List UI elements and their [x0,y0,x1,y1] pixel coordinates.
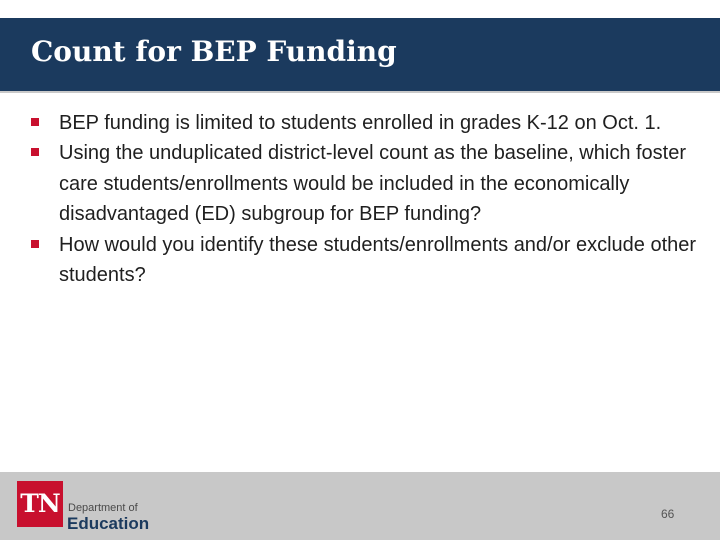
slide-title: Count for BEP Funding [31,35,397,68]
bullet-item [28,138,700,229]
logo-education-text: Education [67,514,150,533]
square-bullet-icon [31,148,39,156]
square-bullet-icon [31,118,39,126]
bullet-item [28,230,700,291]
bullet-text: How would you identify these students/enrollments and/or exclude other students? [59,233,697,287]
square-bullet-icon [31,240,39,248]
page-number: 66 [661,507,675,521]
bullet-item [28,108,700,138]
tn-logo-icon: TN [17,481,63,527]
bullet-text: BEP funding is limited to students enrolled in grades K-12 on Oct. 1. [59,112,662,134]
logo-department-text: Department of [68,502,138,514]
title-divider [0,91,720,93]
bullet-text: Using the unduplicated district-level count as the baseline, which foster care students/enrollments would be included in the economically disadvantaged (ED) subgroup for BEP funding? [59,142,687,226]
bullet-list [28,108,700,290]
